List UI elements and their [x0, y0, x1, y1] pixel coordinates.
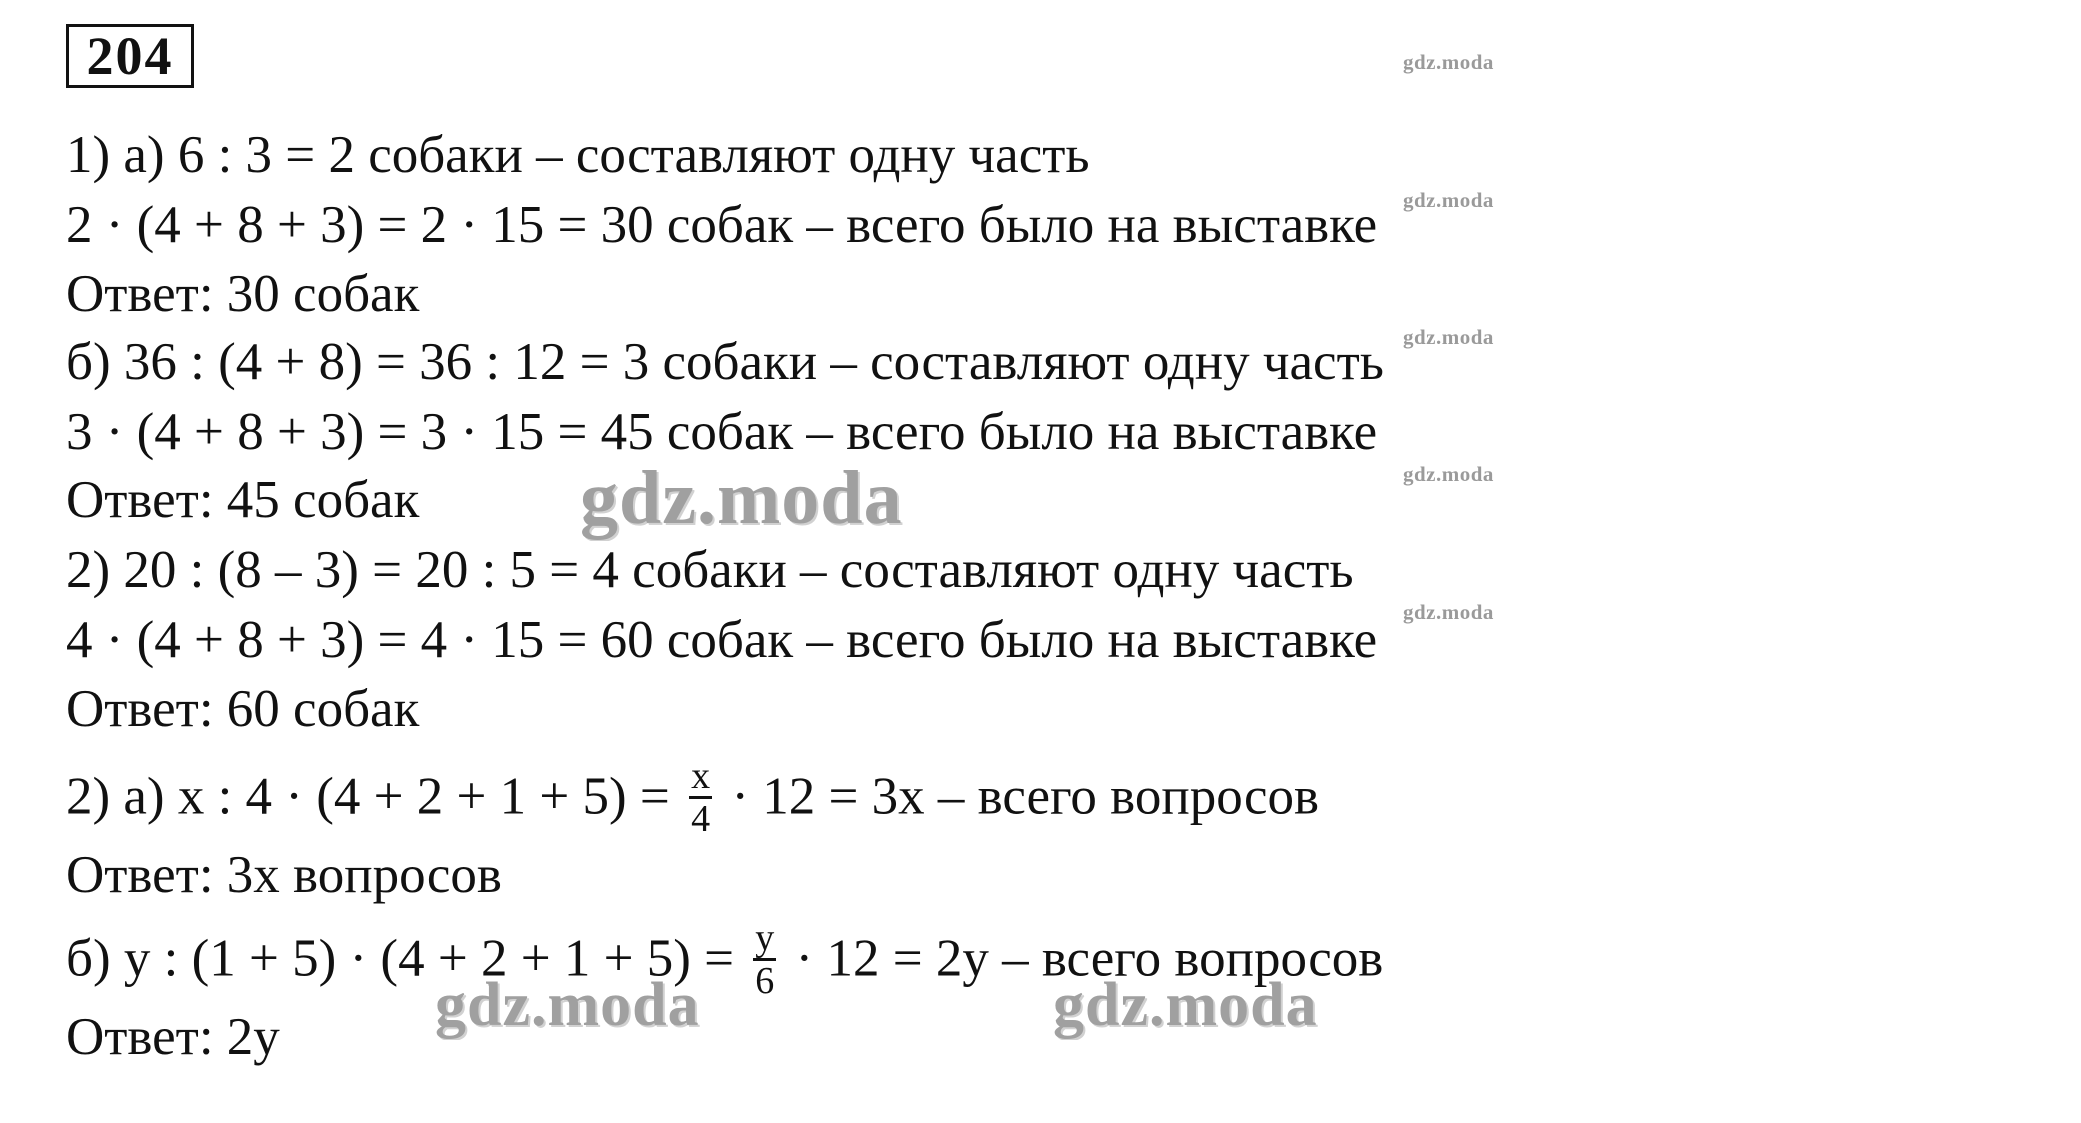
- solution-line-2-part: 2) 20 : (8 – 3) = 20 : 5 = 4 собаки – составляют одну часть: [66, 541, 1354, 599]
- expression-after-fraction: · 12 = 3x – всего вопросов: [718, 767, 1320, 826]
- solution-line-1b-total: 3 · (4 + 8 + 3) = 3 · 15 = 45 собак – всего было на выставке: [66, 403, 1378, 461]
- solution-line-1a-total: 2 · (4 + 8 + 3) = 2 · 15 = 30 собак – всего было на выставке: [66, 196, 1378, 254]
- watermark-small: gdz.moda: [1403, 188, 1494, 212]
- expression-after-fraction: · 12 = 2y – всего вопросов: [782, 929, 1384, 988]
- watermark-small: gdz.moda: [1403, 325, 1494, 349]
- problem-number: 204: [66, 24, 194, 88]
- fraction: [753, 918, 776, 1001]
- expression-before-fraction: 2) а) x : 4 · (4 + 2 + 1 + 5) =: [66, 767, 684, 826]
- answer-2: Ответ: 60 собак: [66, 680, 420, 738]
- answer-2b: Ответ: 2y: [66, 1008, 280, 1066]
- answer-1b: Ответ: 45 собак: [66, 471, 420, 529]
- answer-2a: Ответ: 3x вопросов: [66, 846, 502, 904]
- fraction: [689, 756, 712, 839]
- solution-line-2a: [66, 755, 1320, 843]
- solution-line-1b-part: б) 36 : (4 + 8) = 36 : 12 = 3 собаки – составляют одну часть: [66, 333, 1384, 391]
- answer-1a: Ответ: 30 собак: [66, 265, 420, 323]
- watermark-large: gdz.moda: [435, 971, 700, 1039]
- watermark-large: gdz.moda: [1053, 971, 1318, 1039]
- fraction-denominator: 6: [755, 960, 775, 1002]
- watermark-small: gdz.moda: [1403, 462, 1494, 486]
- fraction-numerator: x: [691, 755, 711, 797]
- solution-line-1a-part: 1) а) 6 : 3 = 2 собаки – составляют одну часть: [66, 126, 1090, 184]
- fraction-denominator: 4: [691, 798, 711, 840]
- watermark-large: gdz.moda: [580, 456, 903, 540]
- expression-before-fraction: б) y : (1 + 5) · (4 + 2 + 1 + 5) =: [66, 929, 748, 988]
- solution-line-2-total: 4 · (4 + 8 + 3) = 4 · 15 = 60 собак – всего было на выставке: [66, 611, 1378, 669]
- fraction-numerator: y: [755, 917, 775, 959]
- watermark-small: gdz.moda: [1403, 600, 1494, 624]
- watermark-small: gdz.moda: [1403, 50, 1494, 74]
